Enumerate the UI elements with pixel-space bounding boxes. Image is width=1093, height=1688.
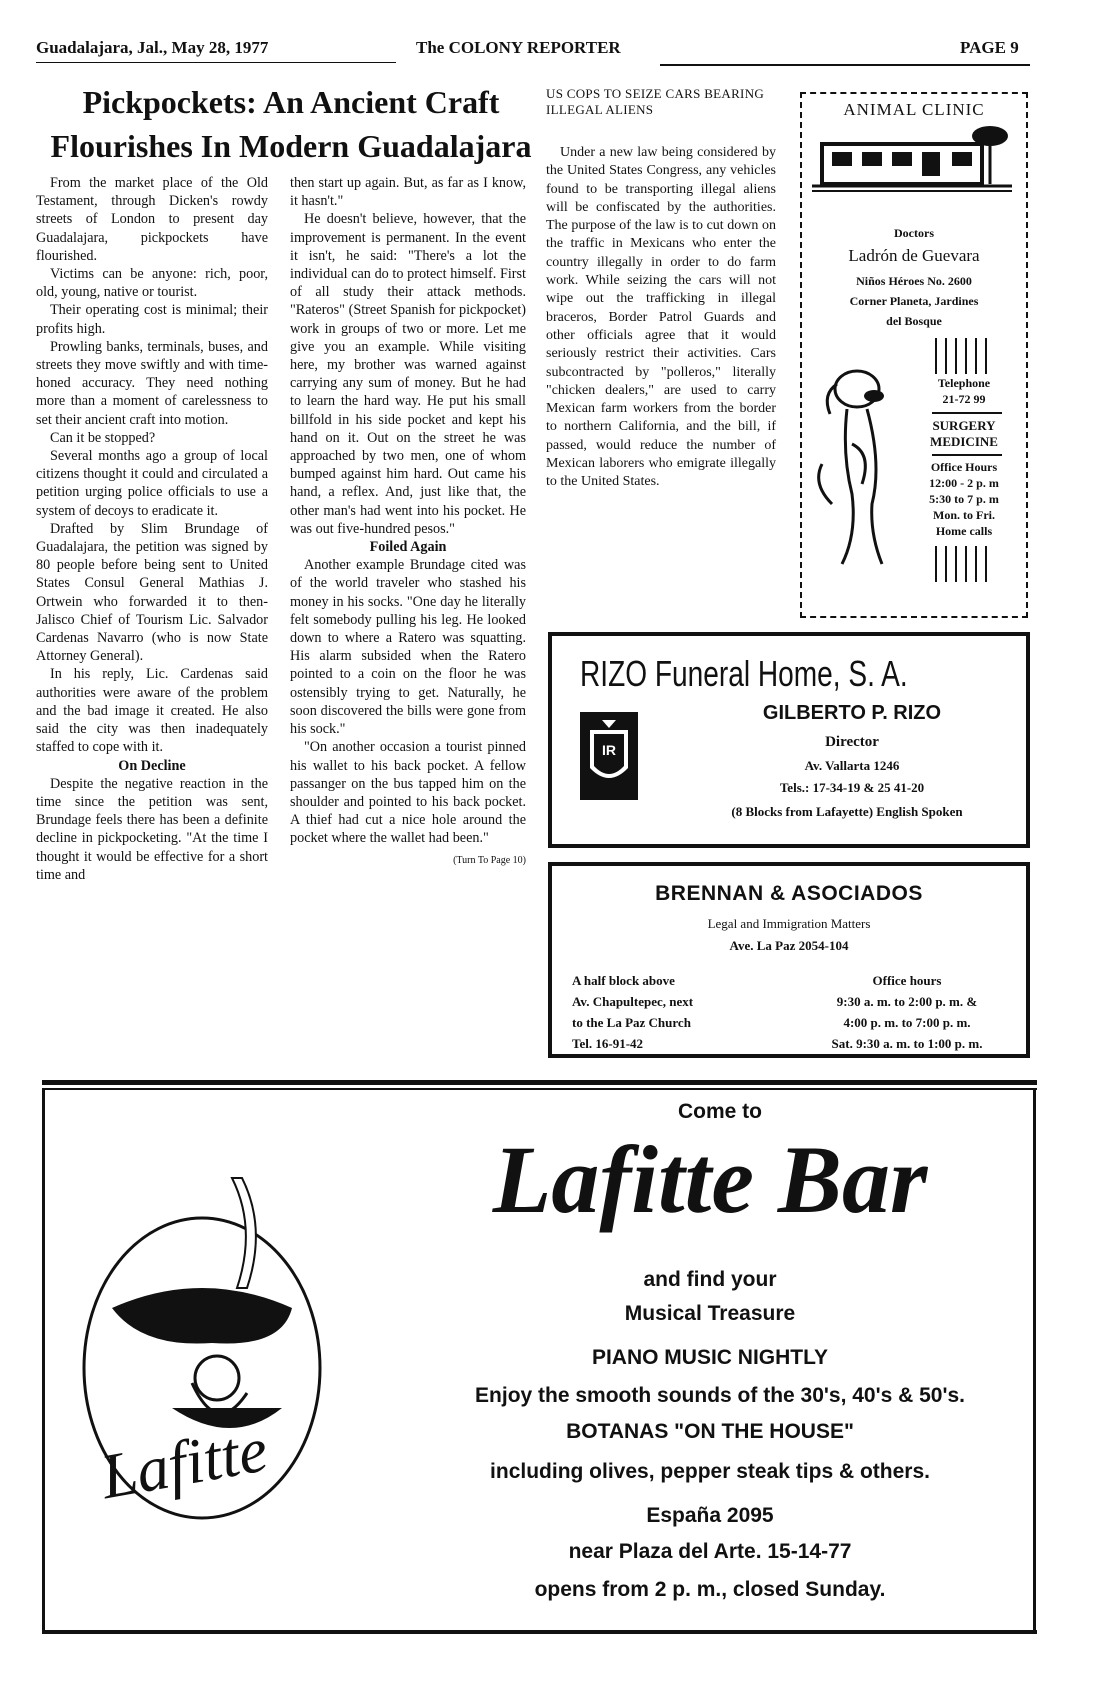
clinic-hours-3: Mon. to Fri. bbox=[933, 508, 995, 522]
lafitte-piano: PIANO MUSIC NIGHTLY bbox=[591, 1346, 829, 1369]
clinic-address-2: Corner Planeta, Jardines bbox=[849, 294, 979, 308]
lafitte-top-rule bbox=[42, 1080, 1037, 1085]
lafitte-bottom-rule bbox=[42, 1630, 1037, 1634]
doctors-label: Doctors bbox=[894, 226, 934, 240]
dog-cartoon-icon bbox=[812, 364, 902, 574]
lafitte-find: and find your bbox=[643, 1268, 777, 1291]
clinic-phone: 21-72 99 bbox=[942, 392, 986, 406]
clinic-service-medicine: MEDICINE bbox=[930, 434, 998, 449]
brennan-title: BRENNAN & ASOCIADOS bbox=[655, 882, 923, 905]
clinic-hours-label: Office Hours bbox=[930, 460, 998, 474]
brennan-address: Ave. La Paz 2054-104 bbox=[729, 938, 849, 953]
brennan-hours-line: 9:30 a. m. to 2:00 p. m. & bbox=[836, 994, 978, 1009]
brennan-ad bbox=[548, 862, 1030, 1058]
paragraph: From the market place of the Old Testament, through Dicken's rowdy streets of London to present day Guadalajara, pickpockets have flourished. bbox=[36, 175, 268, 264]
lafitte-near: near Plaza del Arte. 15-14-77 bbox=[568, 1540, 852, 1563]
lafitte-top-rule-thin bbox=[42, 1088, 1037, 1090]
article-column-2 bbox=[290, 174, 526, 870]
header-rule-left bbox=[36, 62, 396, 63]
rizo-logo-letters: IR bbox=[602, 742, 616, 758]
paragraph: then start up again. But, as far as I know, it hasn't." bbox=[290, 175, 526, 210]
rizo-director-name: GILBERTO P. RIZO bbox=[762, 702, 942, 724]
brennan-location bbox=[572, 970, 772, 1054]
lafitte-enjoy: Enjoy the smooth sounds of the 30's, 40's & 50's. bbox=[475, 1384, 965, 1407]
brennan-hours-line: 4:00 p. m. to 7:00 p. m. bbox=[843, 1015, 971, 1030]
animal-clinic-ad bbox=[800, 92, 1028, 618]
brennan-hours-line: Sat. 9:30 a. m. to 1:00 p. m. bbox=[831, 1036, 983, 1051]
brennan-hours bbox=[792, 970, 1022, 1054]
jump-line: (Turn To Page 10) bbox=[453, 854, 526, 866]
brennan-hours-title: Office hours bbox=[872, 973, 942, 988]
subhead-foiled-again: Foiled Again bbox=[369, 539, 447, 556]
lafitte-including: including olives, pepper steak tips & others. bbox=[490, 1460, 930, 1483]
brennan-location-line: Av. Chapultepec, next bbox=[572, 994, 694, 1009]
page-number: PAGE 9 bbox=[960, 38, 1019, 57]
paragraph: "On another occasion a tourist pinned his wallet to his back pocket. A fellow passanger on the bus tapped him on the shoulder and pointed to his back pocket. A thief had cut a nice hole around the pocket where the wallet had been." bbox=[290, 739, 526, 847]
paragraph: Under a new law being considered by the United States Congress, any vehicles found to be transporting illegal aliens will be confiscated by the authorities. The purpose of the law is to cut down on the traffic in Mexicans who enter the country illegally in order to do farm work. While seizing the cars will not wipe out the trafficking in illegal braceros, Border Patrol Guards and other officials agree that it would seriously restrict their activities. Cars subcontracted by "polleros," literally "chicken dealers," are used to carry Mexican farm workers from the border to northern California, and the bill, if passed, would reduce the number of Mexican laborers who emigrate illegally to the United States. bbox=[546, 145, 776, 490]
brennan-location-line: to the La Paz Church bbox=[572, 1015, 691, 1030]
rizo-funeral-ad bbox=[548, 632, 1030, 848]
clinic-building-icon bbox=[812, 124, 1017, 194]
article-column-1 bbox=[36, 174, 268, 884]
paragraph: Despite the negative reaction in the time since the petition was sent, Brundage feels there has been a definite decline in pickpocketing. "At the time I thought it would be effective for a short time and bbox=[36, 775, 268, 883]
article2-headline: US COPS TO SEIZE CARS BEARING ILLEGAL ALIENS bbox=[546, 86, 765, 117]
header-rule-right bbox=[660, 64, 1030, 66]
divider bbox=[932, 412, 1002, 414]
paragraph: Drafted by Slim Brundage of Guadalajara, the petition was signed by 80 people before being sent to United States Consul General Mathias J. Ortwein who forwarded it to then-Jalisco Chief of Tourism Lic. Salvador Cardenas Navarro (who is now State Attorney General). bbox=[36, 520, 268, 665]
brennan-subtitle: Legal and Immigration Matters bbox=[707, 916, 871, 931]
paragraph: Their operating cost is minimal; their profits high. bbox=[36, 302, 268, 337]
decorative-bars bbox=[932, 546, 992, 582]
paragraph: Several months ago a group of local citizens thought it could and circulated a petition urging police officials to use a system of decoys to eradicate it. bbox=[36, 448, 268, 519]
clinic-home-calls: Home calls bbox=[935, 524, 993, 538]
clinic-address-1: Niños Héroes No. 2600 bbox=[856, 274, 972, 288]
rizo-address: Av. Vallarta 1246 bbox=[804, 758, 900, 773]
decorative-bars bbox=[932, 338, 992, 374]
paragraph: In his reply, Lic. Cardenas said authorities were aware of the problem and the bad image it created. He also said the city was then inadequately staffed to cope with it. bbox=[36, 666, 268, 756]
paragraph: Prowling banks, terminals, buses, and streets they move swiftly and with time-honed accuracy. They need nothing more than a moment of carelessness to set their ancient craft into motion. bbox=[36, 338, 268, 428]
lafitte-opens: opens from 2 p. m., closed Sunday. bbox=[534, 1578, 886, 1601]
lafitte-signature: Lafitte bbox=[95, 1413, 273, 1513]
lafitte-come-to: Come to bbox=[678, 1100, 762, 1123]
clinic-doctor-name: Ladrón de Guevara bbox=[848, 246, 980, 265]
clinic-hours-2: 5:30 to 7 p. m bbox=[929, 492, 999, 506]
subhead-on-decline: On Decline bbox=[118, 757, 186, 774]
lafitte-botanas: BOTANAS "ON THE HOUSE" bbox=[566, 1420, 854, 1443]
lafitte-right-rule bbox=[1033, 1088, 1036, 1633]
paragraph: Can it be stopped? bbox=[50, 429, 156, 446]
animal-clinic-title: ANIMAL CLINIC bbox=[843, 100, 985, 119]
rizo-logo bbox=[580, 712, 638, 800]
rizo-role: Director bbox=[825, 734, 879, 750]
rizo-phones: Tels.: 17-34-19 & 25 41-20 bbox=[779, 780, 925, 795]
divider bbox=[932, 454, 1002, 456]
brennan-location-line: A half block above bbox=[572, 973, 675, 988]
lafitte-left-rule bbox=[42, 1088, 45, 1633]
paragraph: Another example Brundage cited was of the world traveler who stashed his money in his socks. "One day he literally felt somebody pulling his leg. He looked down to where a Ratero was squatting. His alarm subsided when the Ratero pointed to a coin on the floor he was ostensibly trying to get. Naturally, he soon discovered the bills were gone from his sock." bbox=[290, 557, 526, 738]
article2-body bbox=[546, 144, 776, 492]
lafitte-address: España 2095 bbox=[646, 1504, 774, 1527]
rizo-title: RIZO Funeral Home, S. A. bbox=[580, 653, 908, 694]
lafitte-treasure: Musical Treasure bbox=[624, 1302, 796, 1325]
headline-line-1: Pickpockets: An Ancient Craft bbox=[82, 84, 500, 120]
clinic-address-3: del Bosque bbox=[886, 314, 942, 328]
brennan-phone: Tel. 16-91-42 bbox=[572, 1036, 644, 1051]
clinic-hours-1: 12:00 - 2 p. m bbox=[929, 476, 999, 490]
rizo-note: (8 Blocks from Lafayette) English Spoken bbox=[731, 804, 963, 819]
paragraph: Victims can be anyone: rich, poor, old, young, native or tourist. bbox=[36, 266, 268, 301]
clinic-service-surgery: SURGERY bbox=[932, 418, 996, 433]
headline-line-2: Flourishes In Modern Guadalajara bbox=[50, 128, 532, 164]
paragraph: He doesn't believe, however, that the improvement is permanent. In the event it isn't, he said: "There's a lot the individual can do to protect himself. First of all study their attack methods. "Rateros" (Street Spanish for pickpocket) work in groups of two or more. Let me give you an example. While visiting here, my brother was warned against carrying any sum of money. But he had to learn the hard way. He put his small billfold in his side pocket and kept his hand on it. Out on the street he was approached by two men, one of whom bumped against him hard. Out came his hand, a reflex. And, just like that, the other man's had went into his pocket. He was out five-hundred pesos." bbox=[290, 211, 526, 537]
lafitte-bar-name: Lafitte Bar bbox=[492, 1126, 928, 1233]
dateline: Guadalajara, Jal., May 28, 1977 bbox=[36, 38, 269, 57]
clinic-phone-label: Telephone bbox=[937, 376, 991, 390]
newspaper-name: The COLONY REPORTER bbox=[416, 38, 621, 57]
